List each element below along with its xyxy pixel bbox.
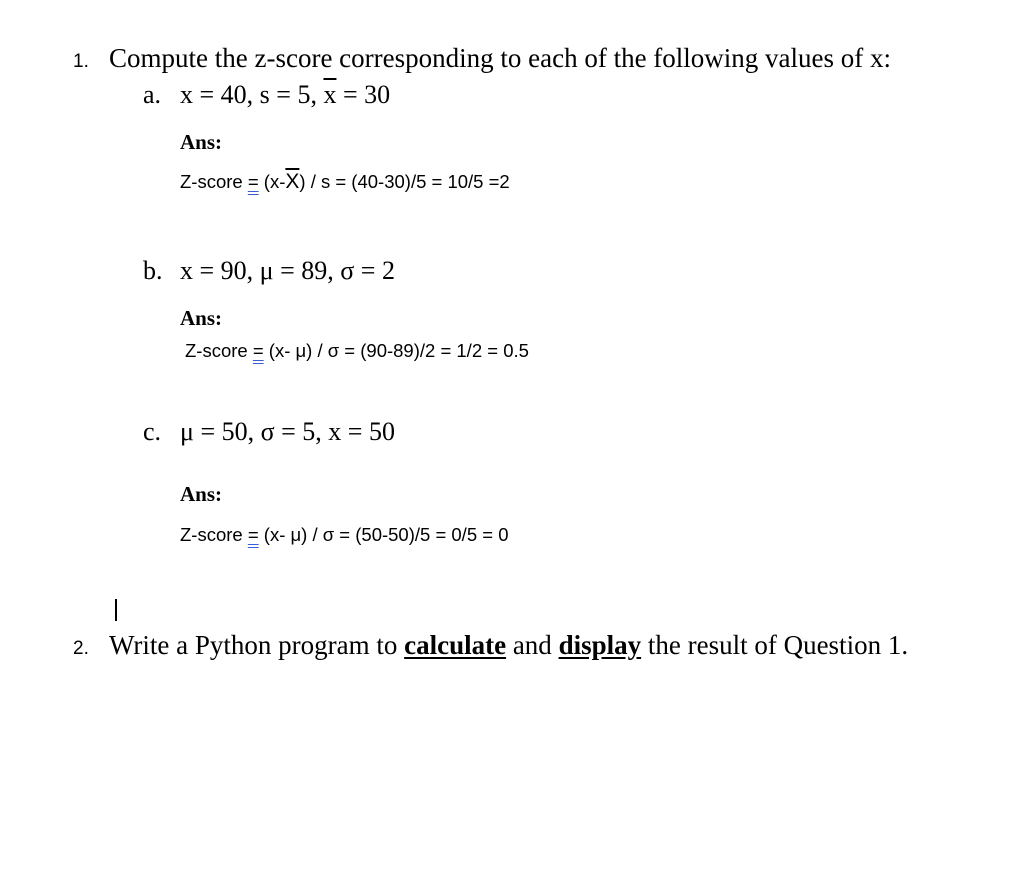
part-c-ans-label: Ans: [180, 482, 223, 506]
part-b-formula-eq: = [252, 340, 264, 361]
part-a-given-xbar: $\overline{x}$ [323, 80, 337, 109]
part-b-formula-rest: (x- μ) / σ = (90-89)/2 = 1/2 = 0.5 [263, 340, 529, 361]
part-a-given-pre: x = 40, s = 5, [180, 80, 324, 109]
part-b-label: b. [143, 256, 163, 285]
part-b-formula [185, 340, 529, 362]
part-a-formula-prefix: Z-score [180, 171, 248, 192]
question-1-text: Compute the z-score corresponding to each of the following values of x: [109, 43, 892, 73]
part-a-formula-xbar: $\overline{X}$ [285, 170, 300, 193]
part-c-formula-eq: = [247, 524, 259, 545]
question-2-text-pre: Write a Python program to [109, 630, 405, 660]
part-a-label: a. [143, 80, 162, 109]
question-2-text-post: the result of Question 1. [641, 630, 909, 660]
part-c-formula [180, 524, 509, 546]
part-a-given [180, 80, 390, 110]
part-a-given-post: = 30 [336, 80, 391, 109]
question-2-emph-calculate: calculate [404, 630, 507, 660]
question-2-number: 2. [73, 638, 89, 659]
question-2-text-mid: and [506, 630, 559, 660]
part-c-label: c. [143, 417, 162, 446]
part-b-ans-label: Ans: [180, 306, 223, 330]
part-a-formula-eq: = [247, 171, 259, 192]
part-a-formula-rest: ) / s = (40-30)/5 = 10/5 =2 [299, 171, 510, 192]
question-2-text [109, 630, 908, 661]
question-2-emph-display: display [558, 630, 642, 660]
part-b-given: x = 90, μ = 89, σ = 2 [180, 256, 395, 285]
question-1-number: 1. [73, 51, 89, 72]
part-c-formula-prefix: Z-score [180, 524, 248, 545]
part-a-formula [180, 170, 510, 194]
text-cursor [115, 599, 117, 621]
part-b-formula-prefix: Z-score [185, 340, 253, 361]
part-a-formula-mid: (x- [258, 171, 286, 192]
part-a-ans-label: Ans: [180, 130, 223, 154]
part-c-given: μ = 50, σ = 5, x = 50 [180, 417, 395, 446]
part-c-formula-rest: (x- μ) / σ = (50-50)/5 = 0/5 = 0 [258, 524, 509, 545]
